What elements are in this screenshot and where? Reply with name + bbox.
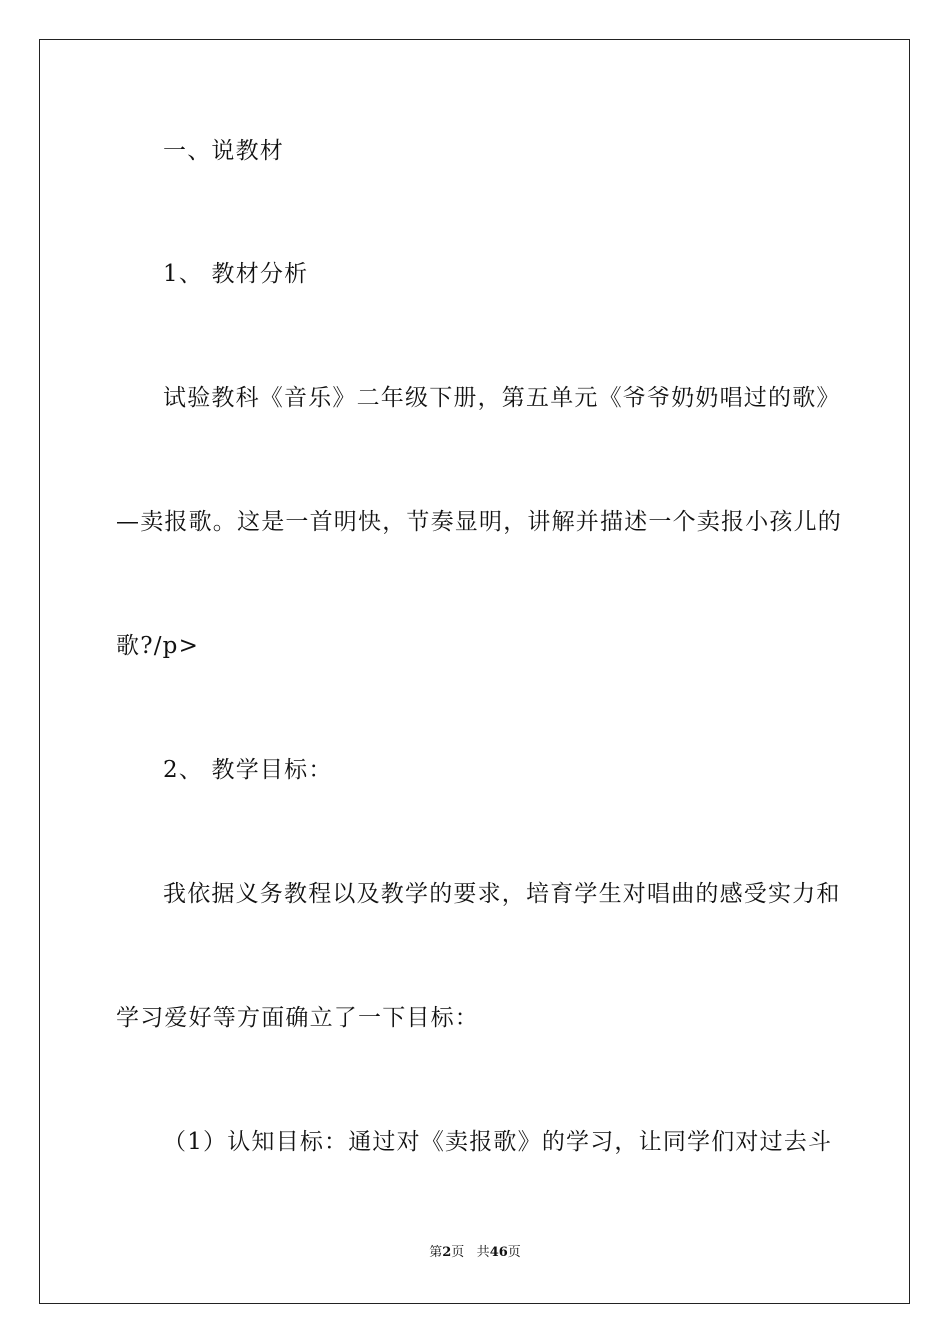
section-heading: 一、说教材: [163, 138, 284, 164]
paragraph-line: —卖报歌。这是一首明快，节奏显明，讲解并描述一个卖报小孩儿的: [116, 509, 842, 535]
total-prefix: 共: [476, 1245, 490, 1260]
paragraph-line: （1）认知目标：通过对《卖报歌》的学习，让同学们对过去斗: [163, 1129, 833, 1155]
page-footer: [0, 1244, 950, 1262]
page-number: 2: [442, 1245, 452, 1260]
paragraph-line: 学习爱好等方面确立了一下目标：: [116, 1005, 479, 1031]
total-suffix: 页: [507, 1245, 521, 1260]
page-suffix: 页: [451, 1245, 465, 1260]
paragraph-line: 试验教科《音乐》二年级下册，第五单元《爷爷奶奶唱过的歌》: [163, 385, 841, 411]
subsection-heading: 1、 教材分析: [163, 261, 309, 287]
page-prefix: 第: [429, 1245, 443, 1260]
page-border: [39, 39, 910, 1304]
paragraph-line: 我依据义务教程以及教学的要求，培育学生对唱曲的感受实力和: [163, 881, 841, 907]
paragraph-line: 歌?/p>: [116, 633, 200, 659]
total-pages: 46: [489, 1245, 508, 1260]
subsection-heading: 2、 教学目标：: [163, 757, 333, 783]
